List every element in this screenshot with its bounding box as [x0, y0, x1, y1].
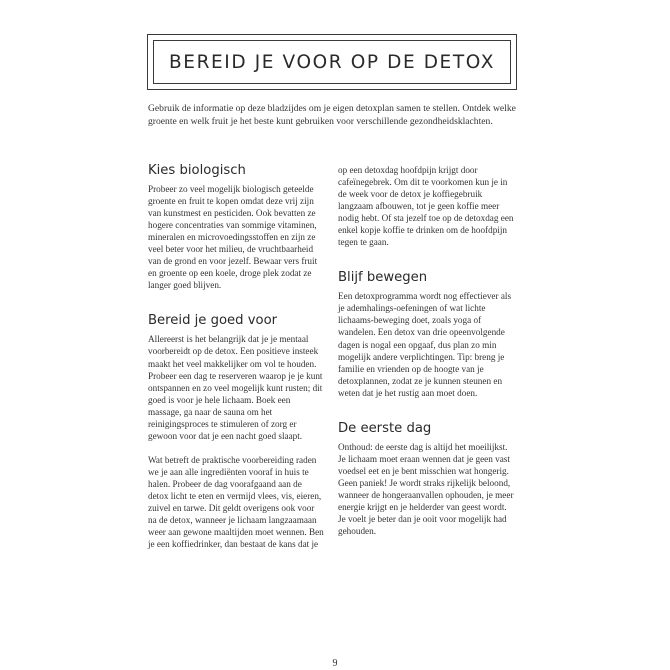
heading-kies-biologisch: Kies biologisch	[148, 163, 246, 178]
page-number: 9	[332, 658, 338, 669]
intro-paragraph: Gebruik de informatie op deze bladzijdes om je eigen detoxplan samen te stellen. Ontdek welke groente en welk fruit je het beste kunt gebruiken voor verschillende gezondheidsklachten.	[148, 103, 516, 127]
paragraph-continued: op een detoxdag hoofdpijn krijgt door cafeïnegebrek. Om dit te voorkomen kun je in de week voor de detox je koffiegebruik langzaam afbouwen, tot je geen koffie meer nodig hebt. Of sta jezelf toe op de detoxdag een enkel kopje koffie te drinken om de hoofdpijn tegen te gaan.	[338, 165, 514, 248]
title-frame-inner	[153, 40, 511, 84]
paragraph-bereid-2: Wat betreft de praktische voorbereiding raden we je aan alle ingrediënten vooraf in huis te halen. Probeer de dag voorafgaand aan de detox licht te eten en vermijd vlees, vis, eieren, zuivel en tarwe. Dit geldt overigens ook voor na de detox, wanneer je lichaam langzaamaan weer aan gewone maaltijden moet wennen. Ben je een koffiedrinker, dan bestaat de kans dat je	[148, 454, 324, 550]
page-title: BEREID JE VOOR OP DE DETOX	[168, 51, 496, 73]
right-column	[338, 164, 514, 537]
paragraph-blijf-bewegen: Een detoxprogramma wordt nog effectiever als je ademhalings-oefeningen of wat lichte lichaams-beweging doet, zoals yoga of wandelen. Een detox van drie opeenvolgende dagen is nogal een opgaaf, dus plan zo min mogelijk andere verplichtingen. Tip: breng je familie en vrienden op de hoogte van je detoxplannen, zodat ze je kunnen steunen en weten dat je het rustig aan moet doen.	[338, 291, 512, 398]
heading-blijf-bewegen: Blijf bewegen	[338, 270, 428, 286]
paragraph-kies-biologisch: Probeer zo veel mogelijk biologisch geteelde groente en fruit te kopen omdat deze vrij zijn van kunstmest en pesticiden. Ook bevatten ze hogere concentraties van sommige vitaminen, mineralen en microvoedingsstoffen en zijn ze veel beter voor het milieu, de vruchtbaarheid van de grond en voor jezelf. Bewaar vers fruit en groente op een koele, droge plek zodat ze langer goed blijven.	[148, 184, 318, 291]
paragraph-de-eerste-dag: Onthoud: de eerste dag is altijd het moeilijkst. Je lichaam moet eraan wennen dat je geen vast voedsel eet en je bent misschien wat hongerig. Geen paniek! Je wordt straks rijkelijk beloond, wanneer de hongeraanvallen ophouden, je meer energie krijgt en je helderder van geest wordt. Je voelt je beter dan je ooit voor mogelijk had gehouden.	[338, 441, 514, 537]
heading-bereid-je-goed-voor: Bereid je goed voor	[148, 313, 278, 329]
paragraph-bereid-1: Allereerst is het belangrijk dat je je mentaal voorbereidt op de detox. Een positieve insteek maakt het veel makkelijker om vol te houden. Probeer een dag te reserveren waarop je je kunt ontspannen en zo veel mogelijk kunt rusten; dit goed is voor je hele lichaam. Boek een massage, ga naar de sauna om het reinigingsproces te stimuleren of zorg er gewoon voor dat je een nacht goed slaapt.	[148, 334, 323, 441]
heading-de-eerste-dag: De eerste dag	[338, 420, 432, 436]
title-frame	[147, 34, 517, 90]
left-column	[148, 163, 324, 550]
